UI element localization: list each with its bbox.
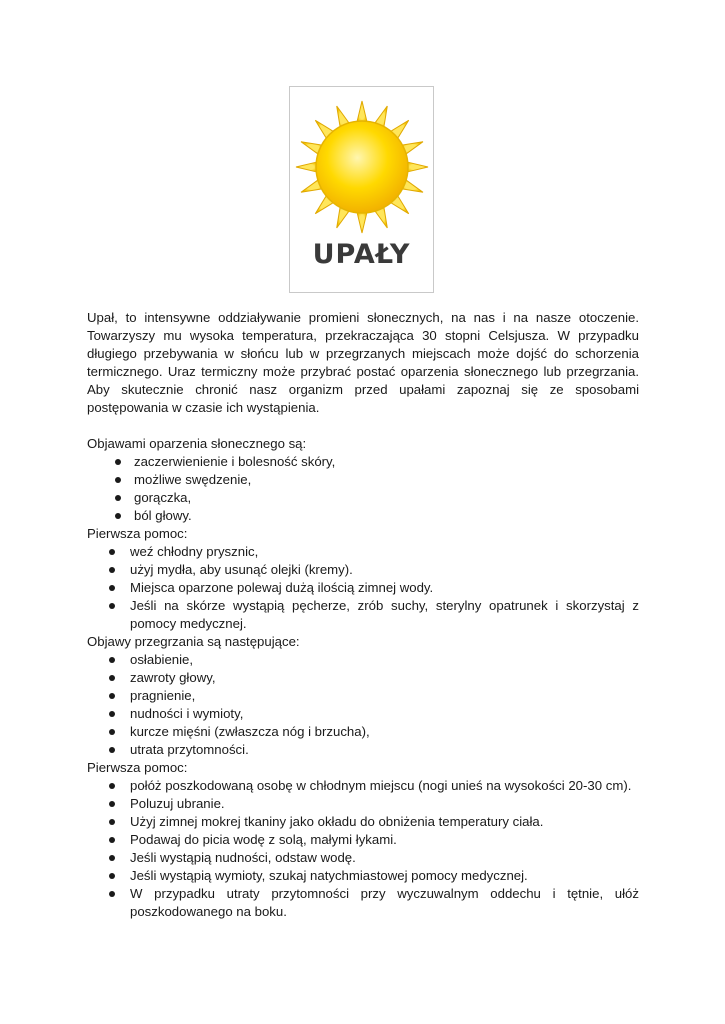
overheating-symptoms-list (87, 651, 639, 759)
sunburn-first-aid-heading: Pierwsza pomoc: (87, 526, 188, 541)
sunburn-symptoms-list (87, 453, 639, 525)
list-item: gorączka, (87, 489, 639, 507)
list-item: możliwe swędzenie, (87, 471, 639, 489)
list-item: Podawaj do picia wodę z solą, małymi łykami. (87, 831, 639, 849)
overheating-first-aid-list (87, 777, 639, 921)
list-item: osłabienie, (87, 651, 639, 669)
list-item: Jeśli na skórze wystąpią pęcherze, zrób suchy, sterylny opatrunek i skorzystaj z pomocy medycznej. (87, 597, 639, 633)
list-item: Jeśli wystąpią nudności, odstaw wodę. (87, 849, 639, 867)
list-item: połóż poszkodowaną osobę w chłodnym miejscu (nogi unieś na wysokości 20-30 cm). (87, 777, 639, 795)
sun-ray (357, 211, 368, 233)
sun-ray (296, 162, 318, 173)
list-item: użyj mydła, aby usunąć olejki (kremy). (87, 561, 639, 579)
list-item: kurcze mięśni (zwłaszcza nóg i brzucha), (87, 723, 639, 741)
list-item: ból głowy. (87, 507, 639, 525)
sun-ray (406, 162, 428, 173)
list-item: Poluzuj ubranie. (87, 795, 639, 813)
sunburn-heading: Objawami oparzenia słonecznego są: (87, 436, 307, 451)
list-item: Jeśli wystąpią wymioty, szukaj natychmiastowej pomocy medycznej. (87, 867, 639, 885)
list-item: zawroty głowy, (87, 669, 639, 687)
intro-paragraph: Upał, to intensywne oddziaływanie promieni słonecznych, na nas i na nasze otoczenie. Towarzyszy mu wysoka temperatura, przekraczająca 30 stopni Celsjusza. W przypadku długiego przebywania w słońcu lub w przegrzanych miejscach może dojść do schorzenia termicznego. Uraz termiczny może przybrać postać oparzenia słonecznego lub przegrzania. Aby skutecznie chronić nasz organizm przed upałami zapoznaj się ze sposobami postępowania w czasie ich wystąpienia. (87, 310, 639, 415)
overheating-heading: Objawy przegrzania są następujące: (87, 634, 300, 649)
sunburn-first-aid-list (87, 543, 639, 633)
list-item: nudności i wymioty, (87, 705, 639, 723)
list-item: Miejsca oparzone polewaj dużą ilością zimnej wody. (87, 579, 639, 597)
list-item: pragnienie, (87, 687, 639, 705)
heat-logo (289, 86, 434, 293)
list-item: Użyj zimnej mokrej tkaniny jako okładu do obniżenia temperatury ciała. (87, 813, 639, 831)
sun-disc (316, 121, 408, 213)
document-body (87, 309, 639, 921)
logo-title: UPAŁY (312, 239, 411, 270)
list-item: utrata przytomności. (87, 741, 639, 759)
list-item: weź chłodny prysznic, (87, 543, 639, 561)
sun-ray (357, 101, 368, 123)
overheating-first-aid-heading: Pierwsza pomoc: (87, 760, 188, 775)
list-item: zaczerwienienie i bolesność skóry, (87, 453, 639, 471)
list-item: W przypadku utraty przytomności przy wyczuwalnym oddechu i tętnie, ułóż poszkodowanego na boku. (87, 885, 639, 921)
